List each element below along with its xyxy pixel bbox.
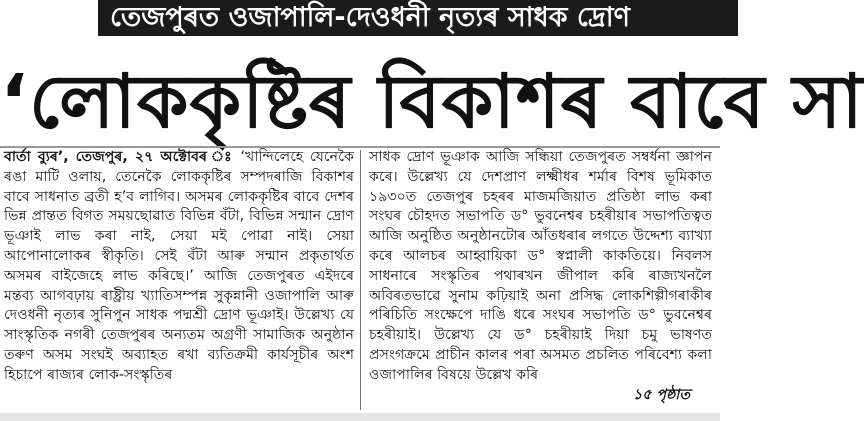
- column-divider: [360, 150, 361, 410]
- body-text-left: ‘খান্দিলেহে যেনেকৈ ৰঙা মাটি ওলায়, তেনেকৈ লোককৃষ্টিৰ সম্পদৰাজি বিকাশৰ বাবে সাধনাত ব্ৰতী হ’ব লাগিব। অসমৰ লোককৃষ্টিৰ বাবে দেশৰ ভিন্ন প্ৰান্তত বিগত সময়ছোৱাত বিভিন্ন বঁটা, বিভিন্ন সন্মান দ্ৰোণ ভূঞাই লাভ কৰা নাই, সেয়া মই পোৱা নাই। সেয়া আপোনালোকৰ স্বীকৃতি। সেই বঁটা আৰু সন্মান প্ৰকৃতাৰ্থত অসমৰ বাইজেহে লাভ কৰিছে।’ আজি তেজপুৰত এইদৰে মন্তব্য আগবঢ়ায় ৰাষ্ট্ৰীয় খ্যাতিসম্পন্ন সুকৃন্নানী ওজাপালি আৰু দেওধনী নৃত্যৰ সুনিপুন সাধক পদ্মশ্ৰী দ্ৰোণ ভূঞাই। উল্লেখ্য যে সাংস্কৃতিক নগৰী তেজপুৰৰ অন্যতম অগ্ৰণী সামাজিক অনুষ্ঠান তৰুণ অসম সংঘই অব্যাহত ৰখা ব্যতিক্ৰমী কাৰ্যসূচীৰ অংশ হিচাপে ৰাজ্যৰ লোক-সংস্কৃতিৰ: [4, 149, 354, 383]
- article-headline: ‘লোককৃষ্টিৰ বিকাশৰ বাবে সা: [0, 59, 864, 145]
- section-kicker-banner: [98, 0, 738, 36]
- continued-on-page: ১৫ পৃষ্ঠাত: [633, 386, 690, 403]
- kicker-text: তেজপুৰত ওজাপালি-দেওধনী নৃত্যৰ সাধক দ্রোণ: [110, 2, 630, 33]
- article-column-left: [4, 148, 354, 410]
- body-text-right: সাধক দ্ৰোণ ভূঞাক আজি সন্ধিয়া তেজপুৰত সম্বৰ্ধনা জ্ঞাপন কৰে। উল্লেখ্য যে দেশপ্ৰাণ লক্ষ্মীধৰ শৰ্মাৰ বিশষ ভূমিকাত ১৯৩০ত তেজপুৰ চহৰৰ মাজমজিয়াত প্ৰতিষ্ঠা লাভ কৰা সংঘৰ চৌহদত সভাপতি ড° ভুবনেশ্বৰ চহৰীয়াৰ সভাপতিত্বত আজি অনুষ্ঠিত অনুষ্ঠানটোৰ আঁতধৰাৰ লগতে উদ্দেশ্য ব্যাখ্যা কৰে আলচৰ আহ্বায়িকা ড° স্বপ্নালী কাকতিয়ে। নিবলস সাধনাৰে সংস্কৃতিৰ পথাৰখন জীপাল কৰি ৰাজ্যখনলৈ অবিৰতভাৱে সুনাম কঢ়িয়াই অনা প্ৰসিদ্ধ লোকশিল্পীগৰাকীৰ পৰিচিতি সংক্ষেপে দাঙি ধৰে সংঘৰ সভাপতি ড° ভুবনেশ্বৰ চহৰীয়াই। উল্লেখ্য যে ড° চহৰীয়াই দিয়া চমু ভাষণত প্ৰসংগক্ৰমে প্ৰাচীন কালৰ পৰা অসমত প্ৰচলিত পৰিবেশ্য কলা ওজাপালিৰ বিষয়ে উল্লেখ কৰি: [369, 149, 712, 383]
- article-paragraph-left: [4, 148, 354, 386]
- page-bottom-edge: [0, 413, 720, 421]
- dateline: বাৰ্তা ব্যুৰ’, তেজপুৰ, ২৭ অক্টোবৰ ঃ: [4, 149, 234, 165]
- article-column-right: [369, 148, 712, 410]
- article-paragraph-right: [369, 148, 712, 405]
